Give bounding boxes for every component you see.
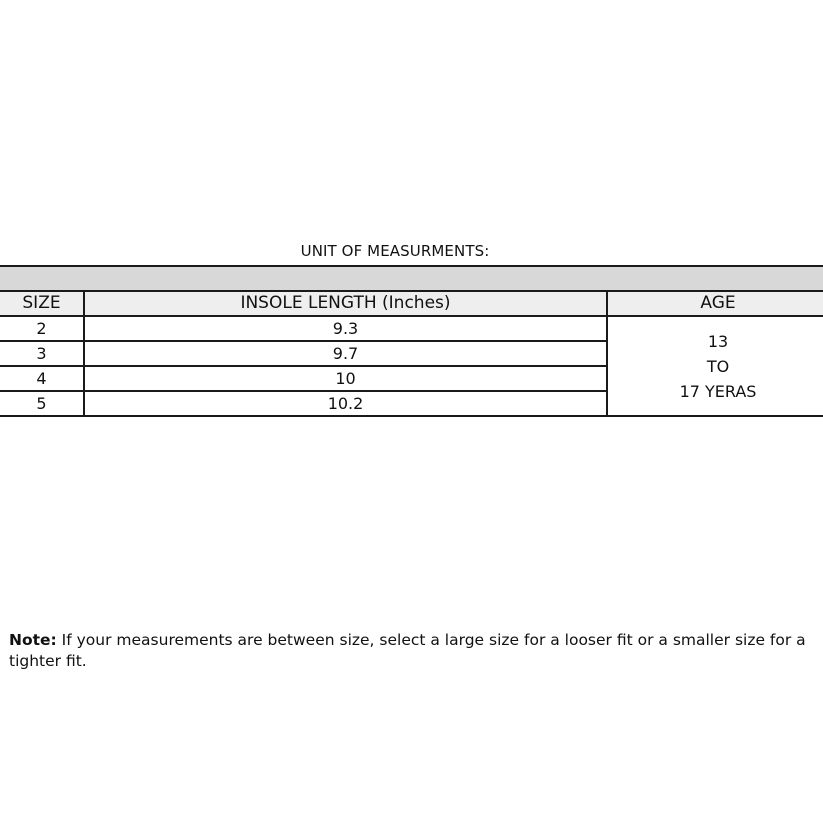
header-age: AGE: [607, 291, 823, 316]
insole-cell: 9.3: [84, 316, 607, 341]
age-line: TO: [706, 356, 730, 376]
size-cell: 5: [0, 391, 84, 416]
age-line: 13: [707, 331, 729, 351]
insole-cell: 10: [84, 366, 607, 391]
size-cell: 4: [0, 366, 84, 391]
size-cell: 3: [0, 341, 84, 366]
table-row: [0, 316, 823, 341]
age-line: 17 YERAS: [679, 381, 757, 401]
fit-note: [9, 630, 819, 672]
header-insole-length: INSOLE LENGTH (Inches): [84, 291, 607, 316]
header-size: SIZE: [0, 291, 84, 316]
band-cell: [0, 266, 823, 291]
table-header-row: [0, 291, 823, 316]
table-top-band: [0, 266, 823, 291]
insole-cell: 9.7: [84, 341, 607, 366]
insole-cell: 10.2: [84, 391, 607, 416]
chart-title: UNIT OF MEASURMENTS:: [300, 242, 490, 260]
note-label: Note:: [9, 631, 57, 649]
size-chart-table: [0, 265, 823, 417]
note-text: If your measurements are between size, select a large size for a looser fit or a smaller size for a tighter fit.: [9, 631, 806, 670]
size-cell: 2: [0, 316, 84, 341]
age-cell: [607, 316, 823, 416]
